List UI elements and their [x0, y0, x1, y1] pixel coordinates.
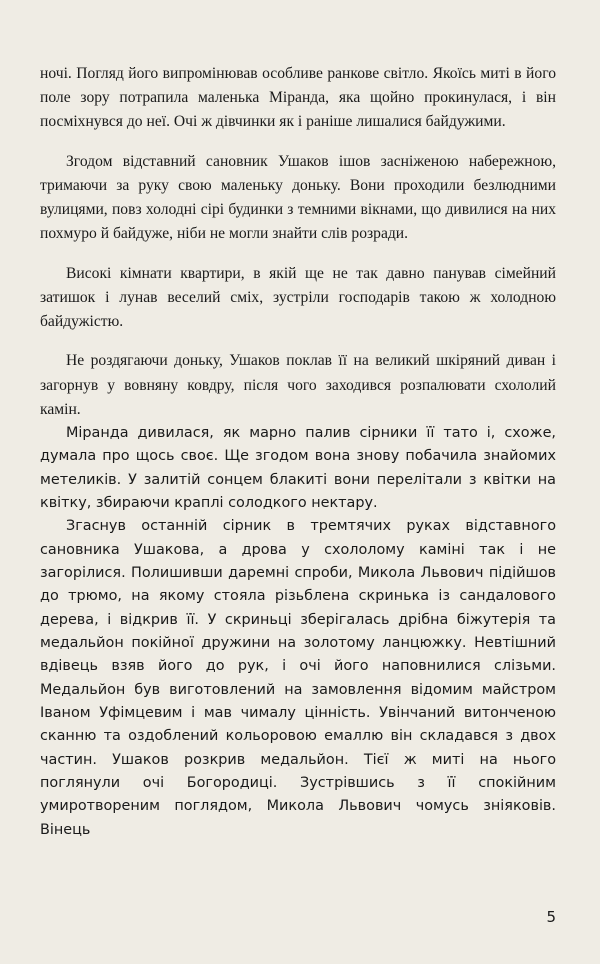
page-text-body: [40, 62, 556, 842]
paragraph: Згаснув останній сірник в тремтячих руках відставного сановника Ушакова, а дрова у схололому каміні так і не загорілися. Полишивши даремні спроби, Микола Львович підійшов до трюмо, на якому стояла різьблена скринька із сандалового дерева, і відкрив її. У скриньці зберігалась дрібна біжутерія та медальйон покійної дружини на золотому ланцюжку. Невтішний вдівець взяв його до рук, і очі його наповнилися слізьми. Медальйон був виготовлений на замовлення відомим майстром Іваном Уфімцевим і мав чималу цінність. Увінчаний витонченою сканню та оздоблений кольоровою емаллю він складався з двох частин. Ушаков розкрив медальйон. Тієї ж миті на нього поглянули очі Богородиці. Зустрівшись з її спокійним умиротвореним поглядом, Микола Львович чомусь зніяковів. Вінець: [40, 518, 556, 838]
paragraph: Згодом відставний сановник Ушаков ішов засніженою набережною, тримаючи за руку свою маленьку доньку. Вони проходили безлюдними вулицями, повз холодні сірі будинки з темними вікнами, що дивилися на них похмуро й байдуже, ніби не могли знайти слів розради.: [40, 152, 556, 243]
paragraph: Високі кімнати квартири, в якій ще не так давно панував сімейний затишок і лунав веселий сміх, зустріли господарів такою ж холодною байдужістю.: [40, 264, 556, 331]
paragraph: ночі. Погляд його випромінював особливе ранкове світло. Якоїсь миті в його поле зору потрапила маленька Міранда, яка щойно прокинулася, і він посміхнувся до неї. Очі ж дівчинки як і раніше лишалися байдужими.: [40, 65, 556, 131]
page-number: 5: [546, 908, 556, 926]
paragraph: Не роздягаючи доньку, Ушаков поклав її на великий шкіряний диван і загорнув у вовняну ковдру, після чого заходився розпалювати схололий камін.: [40, 352, 556, 418]
paragraph: Міранда дивилася, як марно палив сірники її тато і, схоже, думала про щось своє. Ще згодом вона знову побачила знайомих метеликів. У залитій сонцем блакиті вони перелітали з квітки на квітку, збираючи краплі солодкого нектару.: [40, 425, 556, 512]
